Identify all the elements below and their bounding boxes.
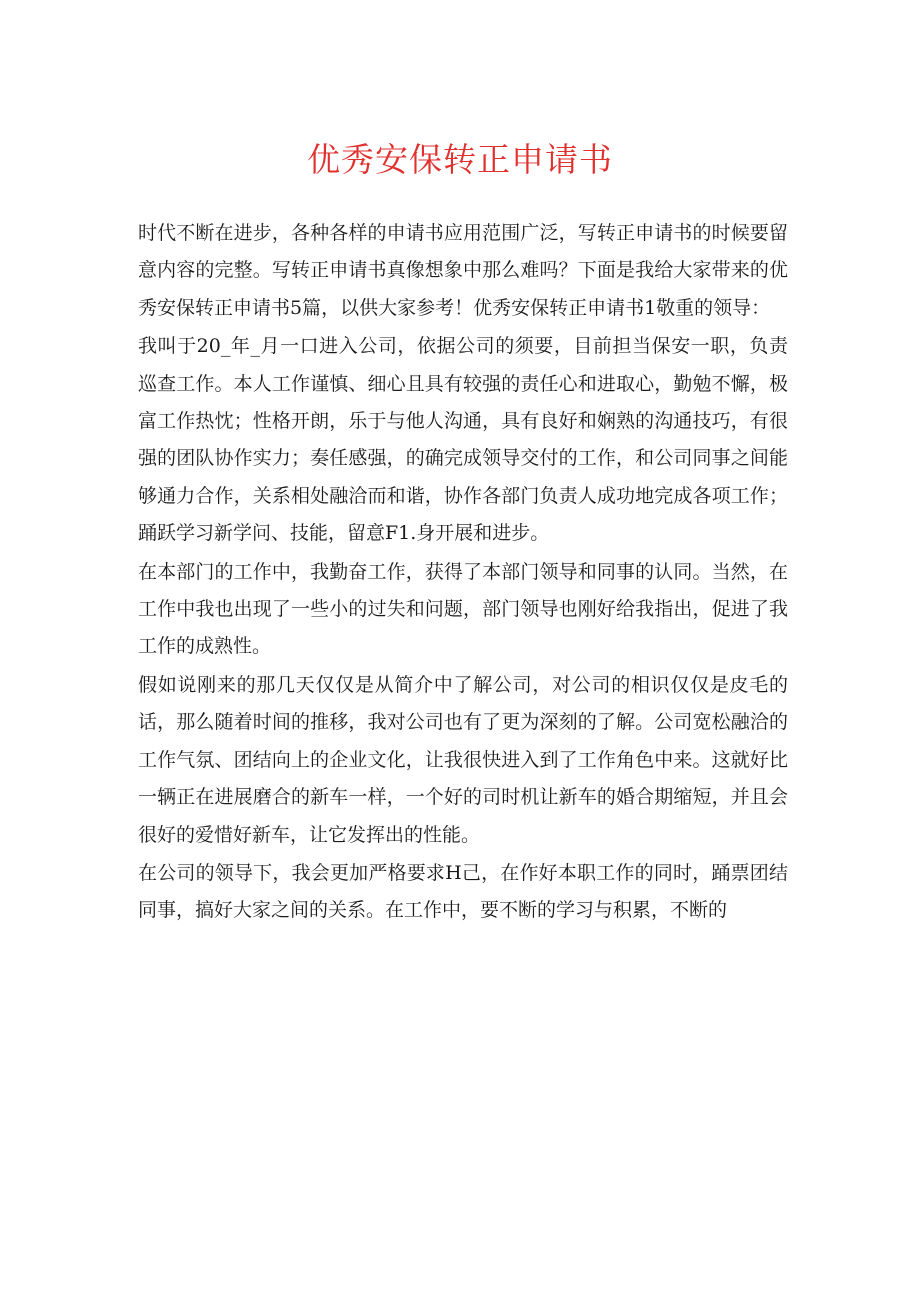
paragraph-company-understanding: 假如说刚来的那几天仅仅是从简介中了解公司，对公司的相识仅仅是皮毛的话，那么随着时间的推移，我对公司也有了更为深刻的了解。公司宽松融洽的工作气氛、团结向上的企业文化，让我很快进入到了工作角色中来。这就好比一辆正在进展磨合的新车一样，一个好的司时机让新车的婚合期缩短，并且会很好的爱惜好新车，让它发挥出的性能。 (138, 673, 788, 846)
document-body (138, 215, 788, 930)
document-title: 优秀安保转正申请书 (307, 140, 613, 179)
paragraph-intro: 时代不断在进步，各种各样的申请书应用范围广泛，写转正申请书的时候要留意内容的完整。写转正申请书真像想象中那么难吗？下面是我给大家带来的优秀安保转正申请书5篇，以供大家参考！优秀安保转正申请书1敬重的领导： (138, 222, 788, 319)
paragraph-department-work: 在本部门的工作中，我勤奋工作，获得了本部门领导和同事的认同。当然，在工作中我也出现了一些小的过失和问题，部门领导也刚好给我指出，促进了我工作的成熟性。 (138, 560, 788, 658)
paragraph-future-commitment: 在公司的领导下，我会更加严格要求H己，在作好本职工作的同时，踊票团结同事，搞好大家之间的关系。在工作中，要不断的学习与积累，不断的 (138, 861, 788, 922)
paragraph-self-introduction: 我叫于20_年_月一口进入公司，依据公司的须要，目前担当保安一职，负责巡查工作。本人工作谨慎、细心且具有较强的责任心和进取心，勤勉不懈，极富工作热忱；性格开朗，乐于与他人沟通，具有良好和娴熟的沟通技巧，有很强的团队协作实力；奏任感强，的确完成领导交付的工作，和公司同事之间能够通力合作，关系相处融洽而和谐，协作各部门负责人成功地完成各项工作；踊跃学习新学问、技能，留意F1.身开展和进步。 (138, 335, 788, 545)
